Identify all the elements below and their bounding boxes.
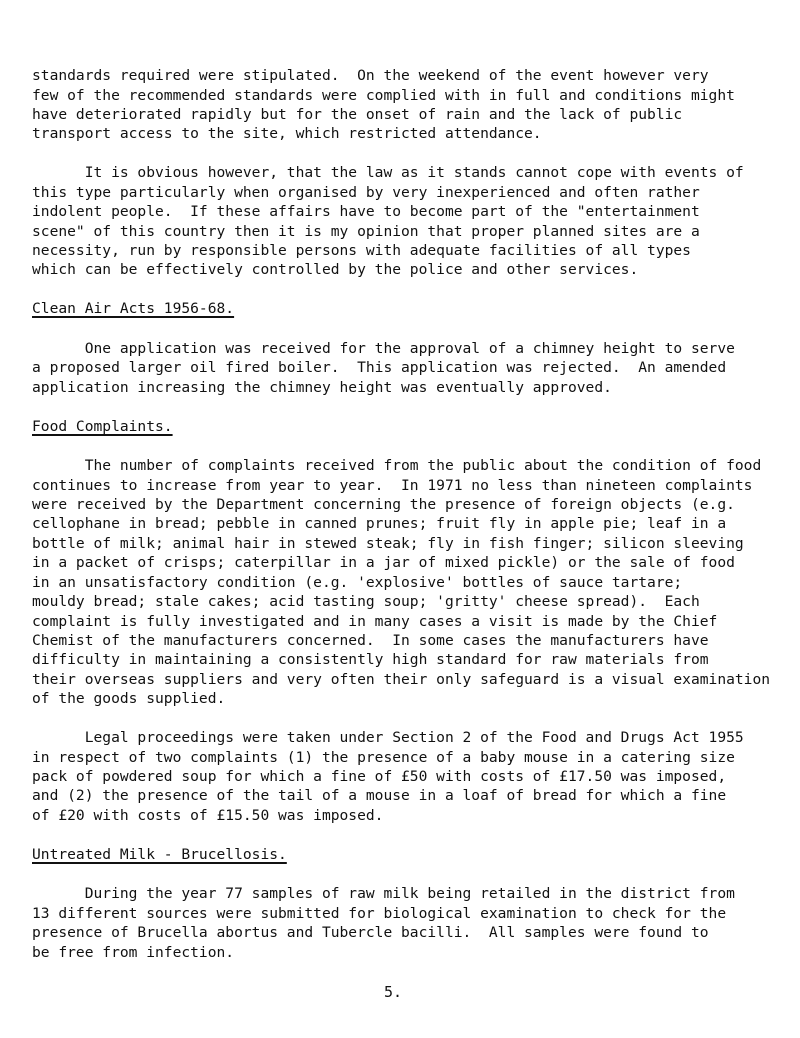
section-heading-clean-air: Clean Air Acts 1956-68. [32,300,235,317]
text-line: presence of Brucella abortus and Tubercle bacilli. All samples were found to [32,924,709,941]
text-line: Legal proceedings were taken under Section 2 of the Food and Drugs Act 1955 [32,729,744,746]
text-line: have deteriorated rapidly but for the onset of rain and the lack of public [32,106,683,123]
text-line: pack of powdered soup for which a fine of £50 with costs of £17.50 was imposed, [32,768,727,785]
text-line: of £20 with costs of £15.50 was imposed. [32,807,384,824]
text-line: The number of complaints received from the public about the condition of food [32,457,762,474]
text-line: bottle of milk; animal hair in stewed steak; fly in fish finger; silicon sleeving [32,535,744,552]
text-line: in an unsatisfactory condition (e.g. 'explosive' bottles of sauce tartare; [32,574,683,591]
text-line: necessity, run by responsible persons with adequate facilities of all types [32,242,691,259]
text-line: Chemist of the manufacturers concerned. In some cases the manufacturers have [32,632,709,649]
section-heading-untreated-milk: Untreated Milk - Brucellosis. [32,846,287,863]
text-line: continues to increase from year to year. In 1971 no less than nineteen complaints [32,477,753,494]
text-line: indolent people. If these affairs have to become part of the "entertainment [32,203,700,220]
text-line: in a packet of crisps; caterpillar in a jar of mixed pickle) or the sale of food [32,554,735,571]
text-line: a proposed larger oil fired boiler. This application was rejected. An amended [32,359,727,376]
text-line: and (2) the presence of the tail of a mouse in a loaf of bread for which a fine [32,787,727,804]
text-line: few of the recommended standards were complied with in full and conditions might [32,87,735,104]
text-line: in respect of two complaints (1) the presence of a baby mouse in a catering size [32,749,735,766]
text-line: were received by the Department concerning the presence of foreign objects (e.g. [32,496,735,513]
text-line: which can be effectively controlled by the police and other services. [32,261,639,278]
text-line: cellophane in bread; pebble in canned prunes; fruit fly in apple pie; leaf in a [32,515,727,532]
text-line: their overseas suppliers and very often their only safeguard is a visual examination [32,671,771,688]
text-line: transport access to the site, which restricted attendance. [32,125,542,142]
text-line: be free from infection. [32,944,235,961]
text-line: application increasing the chimney height was eventually approved. [32,379,612,396]
text-line: difficulty in maintaining a consistently high standard for raw materials from [32,651,709,668]
text-line: 13 different sources were submitted for biological examination to check for the [32,905,727,922]
text-line: standards required were stipulated. On the weekend of the event however very [32,67,709,84]
text-line: of the goods supplied. [32,690,226,707]
text-line: mouldy bread; stale cakes; acid tasting soup; 'gritty' cheese spread). Each [32,593,700,610]
text-line: One application was received for the approval of a chimney height to serve [32,340,735,357]
text-line: complaint is fully investigated and in many cases a visit is made by the Chief [32,613,718,630]
text-line: During the year 77 samples of raw milk being retailed in the district from [32,885,735,902]
text-line: It is obvious however, that the law as it stands cannot cope with events of [32,164,744,181]
section-heading-food-complaints: Food Complaints. [32,418,173,435]
page-number: 5. [384,983,403,1001]
text-line: this type particularly when organised by very inexperienced and often rather [32,184,700,201]
text-line: scene" of this country then it is my opinion that proper planned sites are a [32,223,700,240]
